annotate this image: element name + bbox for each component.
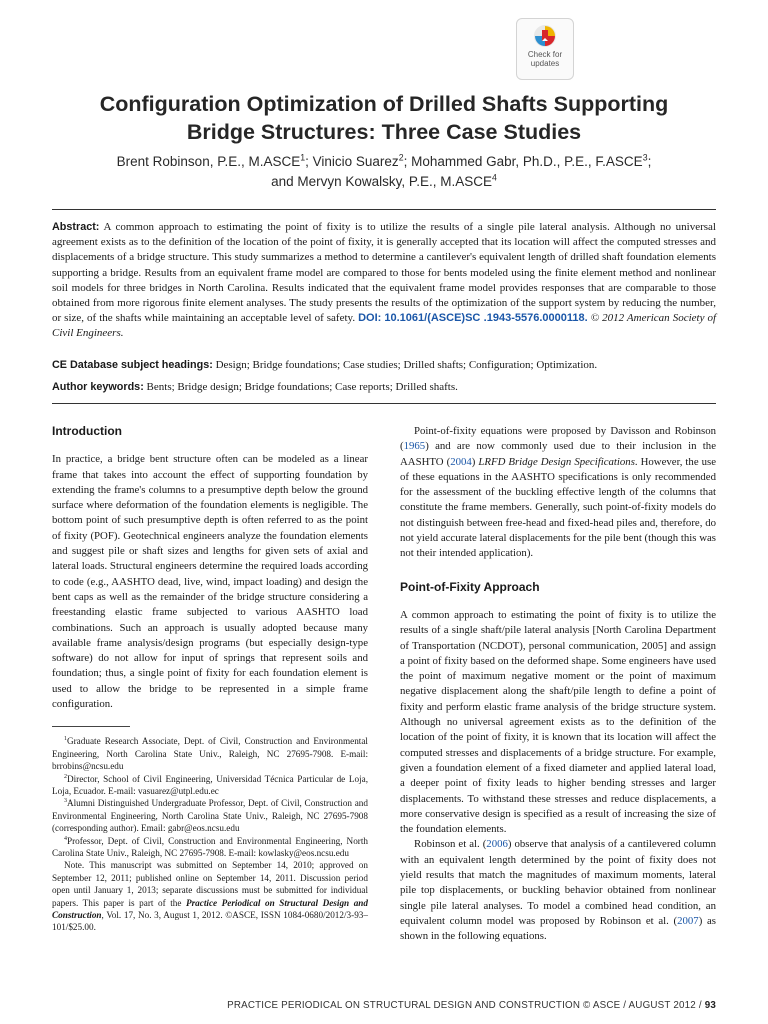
subject-headings-label: CE Database subject headings:	[52, 359, 213, 371]
check-for-updates-icon	[533, 24, 557, 48]
footnote-1-marker: 1	[64, 736, 67, 743]
author-2: ; Vinicio Suarez	[305, 154, 399, 169]
footnote-3	[52, 797, 368, 834]
author-1-affil: 1	[300, 152, 306, 163]
top-rule	[52, 209, 716, 210]
citation-link[interactable]: 1965	[403, 440, 426, 453]
abstract-label: Abstract:	[52, 221, 100, 233]
author-4: and Mervyn Kowalsky, P.E., M.ASCE	[271, 174, 492, 189]
footnote-4-marker: 4	[64, 835, 67, 842]
intro-paragraph: In practice, a bridge bent structure often can be modeled as a linear frame that takes into account the effect of supporting foundation by extending the frame's columns to a presumptive depth below the ground surface where deformation of the foundation elements is negligible. The bottom point of such presumptive depth is often referred to as the point of fixity (POF). Geotechnical engineers analyze the foundation elements and suggest pile or shaft sizes and lengths for given sets of axial and lateral loads. Structural engineers determine the required loads according to code (e.g., AASHTO dead, live, wind, impact loading) and design the bent caps as well as the remainder of the bridge structure considering a freestanding elastic frame subjected to various AASHTO load combinations. Such an approach is usually adopted because many available frame analysis/design programs (but especially design-type software) do not allow for input of springs that represent soils and foundation; thus, a single point of fixity for each foundation element is used to allow the bridge to be represented in a simple frame configuration.	[52, 453, 368, 711]
author-1: Brent Robinson, P.E., M.ASCE	[116, 154, 301, 169]
badge-label	[517, 50, 573, 68]
footnotes	[52, 735, 368, 934]
citation-link[interactable]: 2006	[486, 838, 508, 851]
badge-line-2: updates	[530, 59, 560, 68]
manuscript-note	[52, 859, 368, 933]
citation-link[interactable]: 2004	[450, 455, 472, 468]
footnote-4-text: Professor, Dept. of Civil, Construction and Environmental Engineering, North Carolina State Univ., Raleigh, NC 27695-7908. E-mail: kowlasky@eos.ncsu.edu	[52, 835, 368, 858]
author-sep: ;	[647, 154, 652, 169]
subject-headings-text: Design; Bridge foundations; Case studies; Drilled shafts; Configuration; Optimization.	[215, 359, 598, 371]
footnote-2-marker: 2	[64, 773, 67, 780]
text-span: . However, the use of these equations in the AASHTO specifications is only recommended for the assessment of the buckling effective length of the columns that constitute the frame members. Generally, such point-of-fixity models do not distinguish between free-head and fixed-head piles and, therefore, do not yield accurate lateral displacements for the pile bent (though this was not their intended application).	[400, 455, 717, 560]
author-list	[40, 152, 728, 192]
subject-headings	[52, 358, 716, 373]
text-span: Robinson et al. (	[414, 838, 487, 851]
authors-line-1	[40, 152, 728, 172]
spec-title: LRFD Bridge Design Specifications	[478, 455, 635, 468]
right-column	[400, 424, 716, 945]
text-span: ) as shown in the following equations.	[400, 914, 716, 943]
abstract-text: A common approach to estimating the point of fixity is to utilize the results of a single pile lateral analysis. Although no universal agreement exists as to the definition of the location of the point of fixity, it is generally accepted that its location will affect the computed stresses and displacements of a bridge structure. This study summarizes a method to determine a cantilever's equivalent length of drilled shaft foundation elements supporting a bridge. Results from an equivalent frame model are compared to those for bents modeled using the finite element method and nonlinear soil models for three bridges in North Carolina. Results indicated that the equivalent frame model provides responses that are comparable to those obtained from more rigorous finite element analyses. The study presents the results of the optimization of the support system by reducing the number, or size, of the shafts while maintaining an acceptable level of safety.	[52, 221, 716, 325]
footnote-2-text: Director, School of Civil Engineering, Universidad Técnica Particular de Loja, Loja, Ecuador. E-mail: vasuarez@utpl.edu.ec	[52, 773, 368, 796]
authors-line-2	[40, 172, 728, 192]
mid-rule	[52, 403, 716, 404]
paragraph-pof-approach: A common approach to estimating the point of fixity is to utilize the results of a single shaft/pile lateral analysis [North Carolina Department of Transportation (NCDOT), personal communication, 2005] and assign a point of fixity based on the deformed shape. Some engineers have used the point of maximum negative moment or the point of maximum negative displacement along the shaft/pile length to define a point of fixity and perform elastic frame analysis of the bridge structure system. Although no universal agreement exists as to the definition of the location of the point of fixity, it is known that its location will affect the computed stresses and displacements of a bridge structure. For example, given a foundation element of a fixed diameter and applied lateral load, a deeper point of fixity leads to higher bending stresses and larger displacements. To withstand these stresses and reduce displacements, a more conservative design is specified as a result of increasing the size of the foundation elements.	[400, 608, 716, 836]
text-span: )	[471, 455, 479, 468]
copyright: © 2012 American Society of Civil Engineers.	[52, 312, 717, 340]
journal-name: Practice Periodical on Structural Design and Construction	[52, 897, 368, 921]
author-4-affil: 4	[491, 172, 497, 183]
title-line-2: Bridge Structures: Three Case Studies	[186, 120, 582, 144]
citation-link[interactable]: 2007	[677, 914, 699, 927]
footnote-4	[52, 835, 368, 860]
check-for-updates-badge[interactable]	[516, 18, 574, 80]
text-span: Point-of-fixity equations were proposed by Davisson and Robinson (	[400, 425, 716, 453]
page-number: 93	[704, 1000, 716, 1011]
author-keywords	[52, 380, 716, 395]
paper-title	[40, 90, 728, 146]
author-3: ; Mohammed Gabr, Ph.D., P.E., F.ASCE	[403, 154, 643, 169]
doi-link[interactable]: 10.1061/(ASCE)SC .1943-5576.0000118.	[384, 312, 588, 325]
note-text-end: , Vol. 17, No. 3, August 1, 2012. ©ASCE, ISSN 1084-0680/2012/3-93–101/$25.00.	[52, 910, 368, 933]
keywords-text: Bents; Bridge design; Bridge foundations; Case reports; Drilled shafts.	[146, 381, 458, 393]
footer-text: PRACTICE PERIODICAL ON STRUCTURAL DESIGN AND CONSTRUCTION © ASCE / AUGUST 2012 /	[227, 1000, 705, 1011]
footnote-rule	[52, 726, 130, 727]
author-3-affil: 3	[642, 152, 648, 163]
badge-line-1: Check for	[527, 50, 563, 59]
section-heading-pof-approach: Point-of-Fixity Approach	[400, 579, 540, 594]
paragraph-robinson	[400, 837, 716, 944]
note-text: Note. This manuscript was submitted on September 14, 2010; approved on September 12, 2011; published online on September 14, 2011. Discussion period open until January 1, 2013; separate discussions must be submitted for individual papers. This paper is part of the	[52, 860, 368, 908]
abstract	[52, 220, 716, 342]
page-footer	[52, 1000, 716, 1011]
text-span: ) observe that analysis of a cantilevered column with an equivalent length determined by the point of fixity does not yield results that match the magnitudes of maximum moments, lateral pile top displacements, or buckling behavior obtained from nonlinear single pile lateral analyses. To model a combined head condition, an equivalent column model was proposed by Robinson et al. (	[400, 838, 716, 927]
section-heading-introduction: Introduction	[52, 424, 122, 438]
left-column	[52, 424, 368, 934]
title-line-1: Configuration Optimization of Drilled Shafts Supporting	[99, 92, 669, 116]
footnote-3-marker: 3	[64, 798, 67, 805]
text-span: ) and are now commonly used due to their inclusion in the AASHTO (	[400, 440, 716, 468]
author-2-affil: 2	[398, 152, 404, 163]
footnote-3-text: Alumni Distinguished Undergraduate Professor, Dept. of Civil, Construction and Environmental Engineering, North Carolina State Univ., Raleigh, NC 27695-7908 (corresponding author). Email: gabr@eos.ncsu.edu	[52, 798, 368, 834]
footnote-1-text: Graduate Research Associate, Dept. of Civil, Construction and Environmental Engineering, North Carolina State Univ., Raleigh, NC 27695-7908. E-mail: brrobins@ncsu.edu	[52, 736, 368, 772]
keywords-label: Author keywords:	[52, 381, 144, 393]
footnote-2	[52, 773, 368, 798]
doi-label: DOI:	[358, 312, 382, 325]
footnote-1	[52, 735, 368, 772]
paragraph-pof-equations	[400, 424, 716, 562]
